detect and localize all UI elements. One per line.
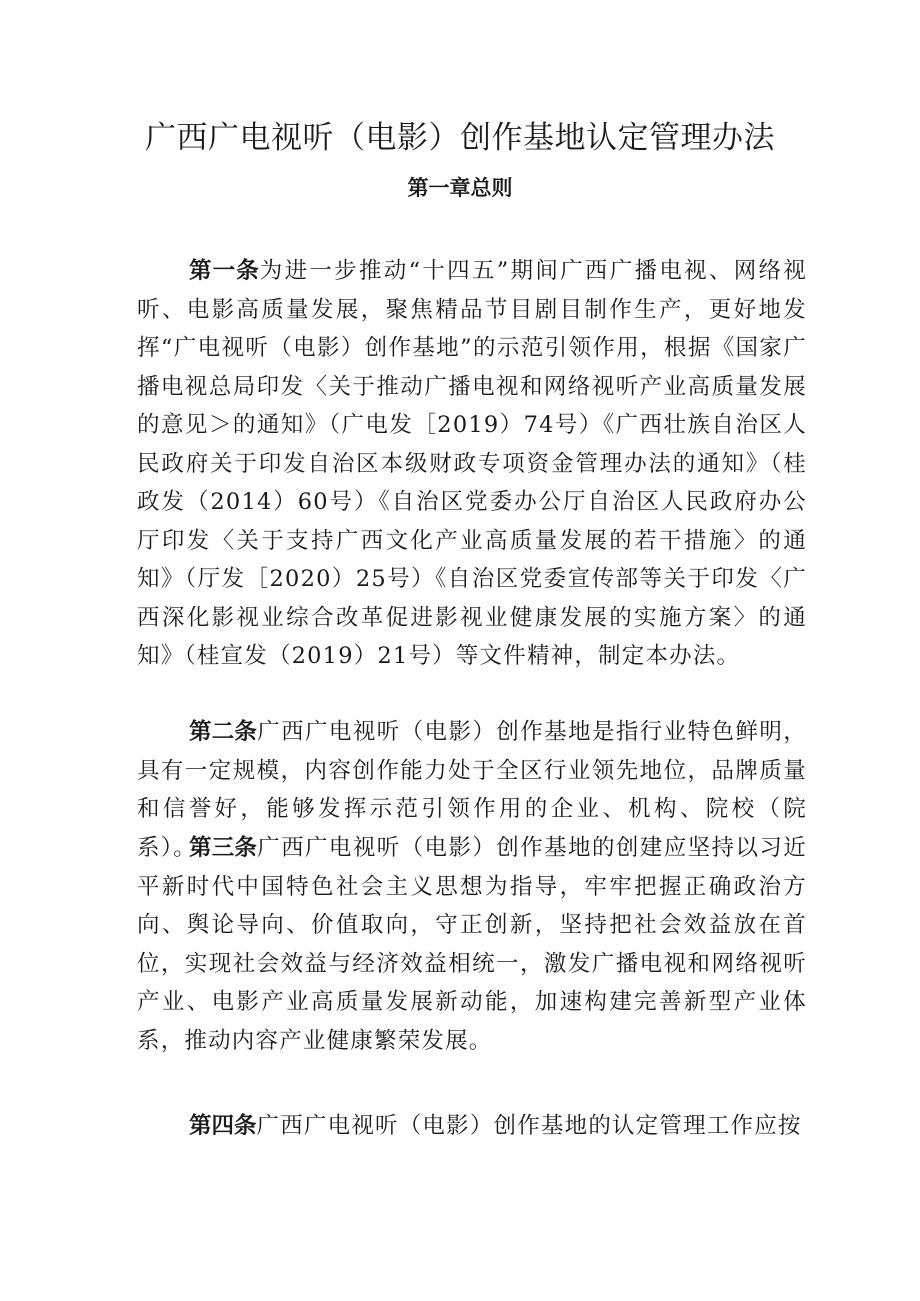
article-1 — [137, 252, 807, 676]
article-label: 第三条 — [189, 835, 258, 861]
article-text: 为进一步推动“十四五”期间广西广播电视、网络视听、电影高质量发展，聚焦精品节目剧目制作生产，更好地发挥“广电视听（电影）创作基地”的示范引领作用，根据《国家广播电视总局印发〈关于推动广播电视和网络视听产业高质量发展的意见＞的通知》（广电发［2019）74号）《广西壮族自治区人民政府关于印发自治区本级财政专项资金管理办法的通知》（桂政发（2014）60号）《自治区党委办公厅自治区人民政府办公厅印发〈关于支持广西文化产业高质量发展的若干措施〉的通知》（厅发［2020）25号）《自治区党委宣传部等关于印发〈广西深化影视业综合改革促进影视业健康发展的实施方案〉的通知》（桂宣发（2019）21号）等文件精神，制定本办法。 — [137, 258, 807, 669]
article-4 — [137, 1107, 807, 1146]
article-text: 广西广电视听（电影）创作基地的认定管理工作应按 — [256, 1113, 802, 1139]
article-text: 广西广电视听（电影）创作基地是指行业特色鲜明，具有一定规模，内容创作能力处于全区行业领先地位，品牌质量和信誉好，能够发挥示范引领作用的企业、机构、院校（院系）。 — [137, 719, 807, 861]
chapter-heading: 第一章总则 — [407, 176, 513, 200]
article-label: 第二条 — [189, 719, 258, 745]
article-label: 第四条 — [189, 1113, 257, 1139]
article-text: 广西广电视听（电影）创作基地的创建应坚持以习近平新时代中国特色社会主义思想为指导，牢牢把握正确政治方向、舆论导向、价值取向，守正创新，坚持把社会效益放在首位，实现社会效益与经济效益相统一，激发广播电视和网络视听产业、电影产业高质量发展新动能，加速构建完善新型产业体系，推动内容产业健康繁荣发展。 — [137, 835, 807, 1054]
article-label: 第一条 — [189, 258, 260, 284]
document-title: 广西广电视听（电影）创作基地认定管理办法 — [145, 120, 775, 156]
article-3 — [137, 829, 807, 1060]
